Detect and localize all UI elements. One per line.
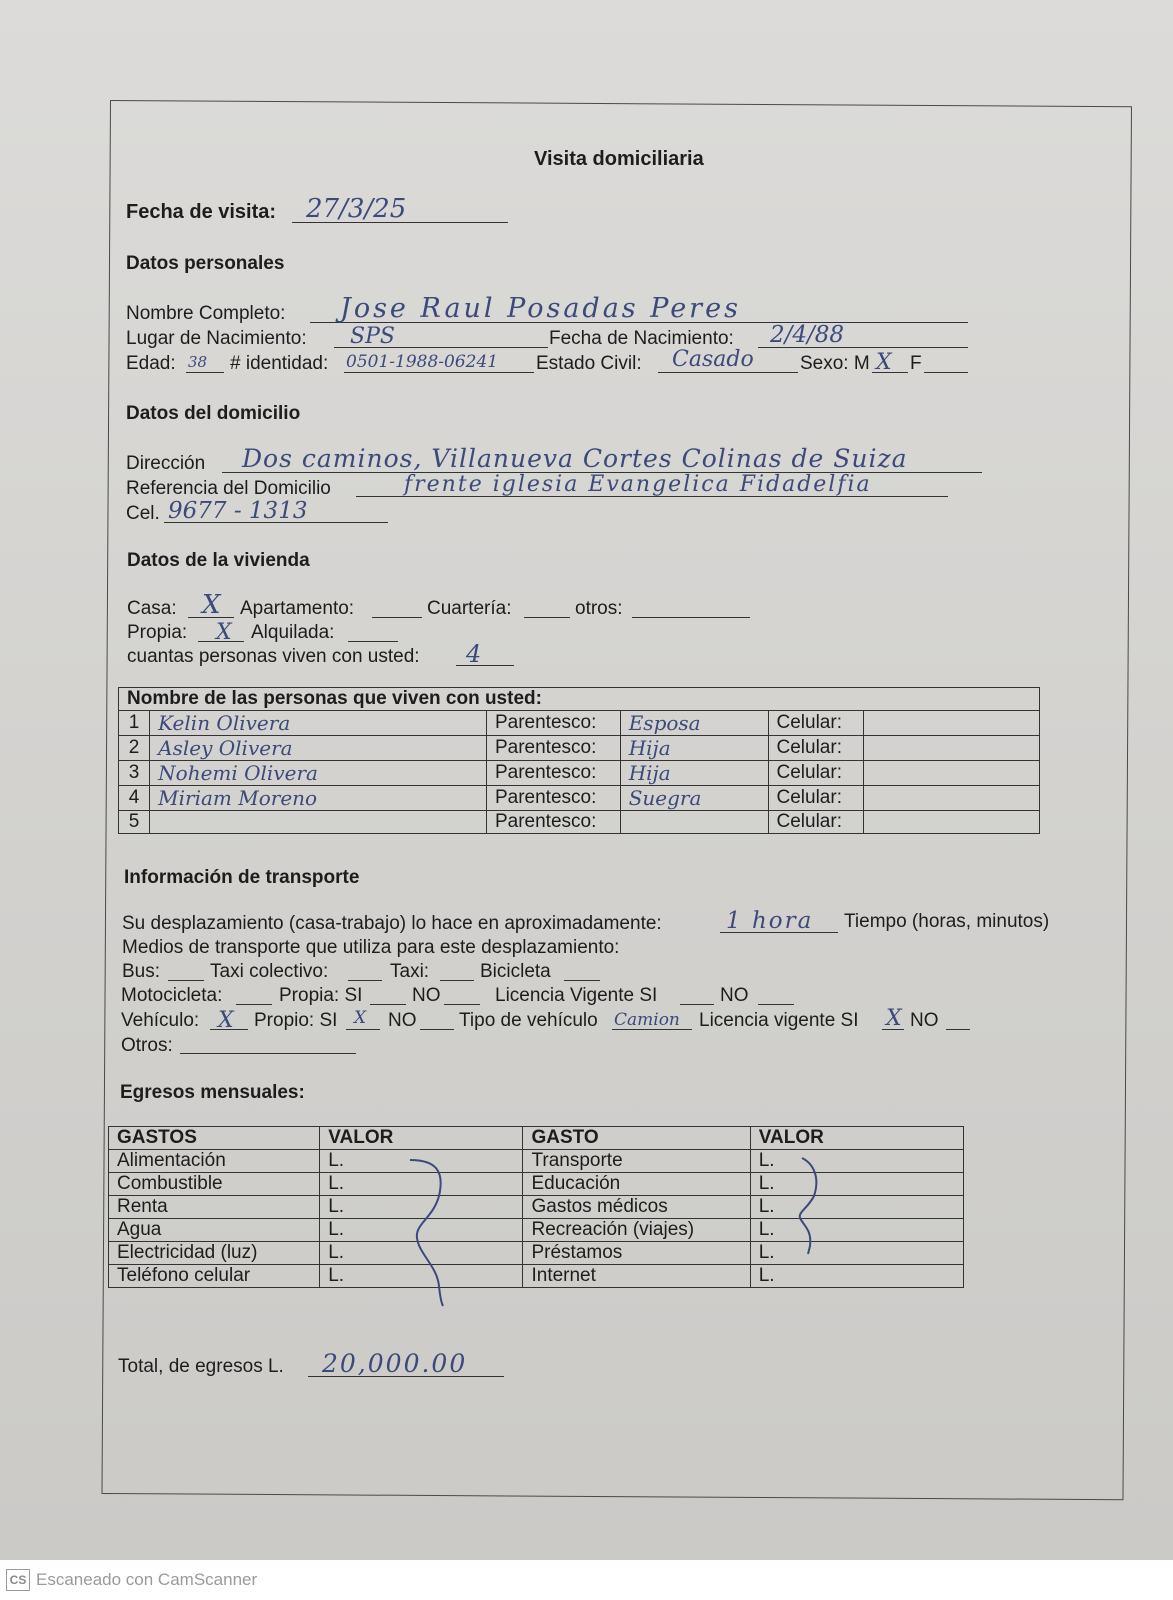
age-label: Edad:: [126, 353, 176, 374]
licencia-vigente-label: Licencia vigente SI: [699, 1010, 859, 1031]
expense-row: [109, 1150, 964, 1173]
means-label: Medios de transporte que utiliza para este desplazamiento:: [122, 937, 620, 958]
taxi-label: Taxi:: [390, 961, 430, 982]
moto-line: [236, 1004, 272, 1005]
sex-f-label: F: [910, 353, 922, 374]
household-row: [119, 811, 1040, 834]
civil-value: Casado: [672, 347, 754, 372]
expense-name: Recreación (viajes): [523, 1219, 750, 1242]
otros-transport-label: Otros:: [121, 1035, 173, 1056]
tipo-value: Camion: [614, 1010, 680, 1030]
expense-name: Internet: [523, 1265, 750, 1288]
total-value: 20,000.00: [322, 1349, 468, 1378]
expense-row: [109, 1265, 964, 1288]
propio-value: X: [354, 1008, 367, 1028]
reference-value: frente iglesia Evangelica Fidadelfia: [404, 472, 872, 497]
household-row: [119, 786, 1040, 811]
domicile-heading: Datos del domicilio: [126, 403, 301, 424]
expense-currency: L.: [320, 1265, 523, 1288]
expense-name: Teléfono celular: [109, 1265, 320, 1288]
propia-label: Propia:: [127, 622, 188, 643]
address-value: Dos caminos, Villanueva Cortes Colinas de Suiza: [242, 444, 908, 473]
cuarteria-label: Cuartería:: [427, 598, 512, 619]
moto-si-line: [370, 1004, 406, 1005]
birthplace-label: Lugar de Nacimiento:: [126, 328, 307, 349]
row-number: 5: [119, 811, 150, 834]
expenses-heading: Egresos mensuales:: [120, 1082, 305, 1103]
licencia-vigente-value: X: [886, 1006, 902, 1031]
expense-currency: L.: [320, 1150, 523, 1173]
commute-label: Su desplazamiento (casa-trabajo) lo hace en aproximadamente:: [122, 913, 662, 934]
expense-row: [109, 1196, 964, 1219]
member-name: Miriam Moreno: [150, 786, 487, 811]
moto-licencia-label: Licencia Vigente SI: [495, 985, 658, 1006]
member-phone: [864, 786, 1040, 811]
cell-label: Celular:: [768, 736, 864, 761]
row-number: 1: [119, 711, 150, 736]
household-row: [119, 711, 1040, 736]
moto-label: Motocicleta:: [121, 985, 223, 1006]
expense-currency: L.: [320, 1196, 523, 1219]
birthdate-value: 2/4/88: [770, 322, 845, 348]
col-valor-2: VALOR: [750, 1127, 963, 1150]
cell-label: Celular:: [768, 711, 864, 736]
visit-date-value: 27/3/25: [306, 194, 407, 224]
relation-label: Parentesco:: [486, 811, 620, 834]
civil-label: Estado Civil:: [536, 353, 642, 374]
expense-name: Alimentación: [109, 1150, 320, 1173]
expense-currency: L.: [750, 1242, 963, 1265]
col-gasto: GASTO: [523, 1127, 750, 1150]
moto-licencia-no-label: NO: [720, 985, 749, 1006]
col-gastos: GASTOS: [109, 1127, 320, 1150]
birthplace-value: SPS: [350, 324, 395, 349]
taxi-line: [440, 980, 474, 981]
otros-label: otros:: [575, 598, 623, 619]
member-phone: [864, 736, 1040, 761]
commute-value: 1 hora: [726, 908, 814, 934]
bus-line: [168, 980, 204, 981]
member-relation: Suegra: [620, 786, 768, 811]
expense-currency: L.: [750, 1265, 963, 1288]
licencia-vigente-no-line: [946, 1029, 970, 1030]
member-name: [150, 811, 487, 834]
sex-f-line: [924, 372, 968, 373]
otros-line: [632, 617, 750, 618]
phone-value: 9677 - 1313: [168, 498, 308, 524]
row-number: 3: [119, 761, 150, 786]
expense-currency: L.: [750, 1150, 963, 1173]
member-phone: [864, 761, 1040, 786]
member-relation: Hija: [620, 736, 768, 761]
id-label: # identidad:: [230, 353, 329, 374]
name-value: Jose Raul Posadas Peres: [340, 293, 741, 324]
age-line: [186, 372, 224, 373]
casa-label: Casa:: [127, 598, 177, 619]
personal-heading: Datos personales: [126, 253, 285, 274]
scanner-footer: [0, 1560, 1173, 1600]
member-relation: Hija: [620, 761, 768, 786]
licencia-vigente-no-label: NO: [910, 1010, 939, 1031]
expense-name: Renta: [109, 1196, 320, 1219]
age-value: 38: [188, 353, 208, 371]
apartment-line: [372, 617, 422, 618]
relation-label: Parentesco:: [486, 711, 620, 736]
household-header: Nombre de las personas que viven con usted:: [119, 688, 1040, 711]
handwritten-brace-left: [405, 1156, 455, 1308]
expense-name: Combustible: [109, 1173, 320, 1196]
taxi-colectivo-line: [348, 980, 382, 981]
tipo-label: Tipo de vehículo: [459, 1010, 598, 1031]
handwritten-brace-right: [796, 1156, 830, 1256]
expense-name: Electricidad (luz): [109, 1242, 320, 1265]
relation-label: Parentesco:: [486, 761, 620, 786]
otros-transport-line: [180, 1053, 356, 1054]
expenses-table: [108, 1126, 964, 1288]
id-line: [344, 372, 534, 373]
propio-label: Propio: SI: [254, 1010, 338, 1031]
household-header-row: [119, 688, 1040, 711]
bus-label: Bus:: [122, 961, 161, 982]
moto-propia-label: Propia: SI: [279, 985, 363, 1006]
housing-heading: Datos de la vivienda: [127, 550, 310, 571]
reference-label: Referencia del Domicilio: [126, 478, 331, 499]
address-label: Dirección: [126, 453, 206, 474]
moto-no-line: [444, 1004, 480, 1005]
household-row: [119, 761, 1040, 786]
relation-label: Parentesco:: [486, 786, 620, 811]
expense-name: Transporte: [523, 1150, 750, 1173]
member-name: Asley Olivera: [150, 736, 487, 761]
propia-value: X: [216, 620, 232, 645]
bicicleta-label: Bicicleta: [480, 961, 551, 982]
expense-currency: L.: [750, 1219, 963, 1242]
name-label: Nombre Completo:: [126, 303, 286, 324]
birthdate-label: Fecha de Nacimiento:: [549, 328, 734, 349]
bicicleta-line: [564, 980, 600, 981]
visit-date-label: Fecha de visita:: [126, 201, 277, 223]
expense-currency: L.: [320, 1242, 523, 1265]
household-row: [119, 736, 1040, 761]
expense-name: Agua: [109, 1219, 320, 1242]
transport-heading: Información de transporte: [124, 867, 360, 888]
camscanner-logo: CS: [6, 1569, 30, 1591]
total-label: Total, de egresos L.: [118, 1356, 284, 1377]
commute-unit: Tiempo (horas, minutos): [844, 911, 1050, 932]
expense-currency: L.: [750, 1196, 963, 1219]
cuarteria-line: [524, 617, 570, 618]
people-count-value: 4: [466, 640, 482, 668]
member-relation: Esposa: [620, 711, 768, 736]
casa-value: X: [202, 590, 221, 620]
propio-no-label: NO: [388, 1010, 417, 1031]
civil-line: [658, 372, 798, 373]
form-title: Visita domiciliaria: [534, 148, 704, 170]
expense-currency: L.: [750, 1173, 963, 1196]
propio-no-line: [420, 1029, 454, 1030]
expense-row: [109, 1242, 964, 1265]
expense-currency: L.: [320, 1173, 523, 1196]
apartment-label: Apartamento:: [240, 598, 355, 619]
expense-name: Gastos médicos: [523, 1196, 750, 1219]
alquilada-label: Alquilada:: [251, 622, 335, 643]
member-phone: [864, 811, 1040, 834]
cell-label: Celular:: [768, 761, 864, 786]
expense-row: [109, 1219, 964, 1242]
phone-label: Cel.: [126, 503, 160, 524]
vehiculo-label: Vehículo:: [121, 1010, 200, 1031]
member-name: Kelin Olivera: [150, 711, 487, 736]
relation-label: Parentesco:: [486, 736, 620, 761]
member-phone: [864, 711, 1040, 736]
sex-label: Sexo: M: [800, 353, 870, 374]
expense-row: [109, 1173, 964, 1196]
propio-si-line: [346, 1029, 380, 1030]
alquilada-line: [348, 641, 398, 642]
taxi-colectivo-label: Taxi colectivo:: [210, 961, 329, 982]
member-relation: [620, 811, 768, 834]
cell-label: Celular:: [768, 786, 864, 811]
people-count-line: [456, 665, 514, 666]
people-count-label: cuantas personas viven con usted:: [127, 646, 420, 667]
row-number: 4: [119, 786, 150, 811]
expenses-header-row: [109, 1127, 964, 1150]
cell-label: Celular:: [768, 811, 864, 834]
camscanner-watermark: Escaneado con CamScanner: [36, 1570, 258, 1589]
expense-currency: L.: [320, 1219, 523, 1242]
member-name: Nohemi Olivera: [150, 761, 487, 786]
col-valor: VALOR: [320, 1127, 523, 1150]
expense-name: Educación: [523, 1173, 750, 1196]
moto-no-label: NO: [412, 985, 441, 1006]
expense-name: Préstamos: [523, 1242, 750, 1265]
row-number: 2: [119, 736, 150, 761]
moto-licencia-si-line: [680, 1004, 714, 1005]
id-value: 0501-1988-06241: [346, 352, 499, 372]
household-table: [118, 687, 1040, 834]
vehiculo-value: X: [218, 1008, 234, 1033]
sex-value: X: [876, 350, 892, 375]
moto-licencia-no-line: [758, 1004, 794, 1005]
